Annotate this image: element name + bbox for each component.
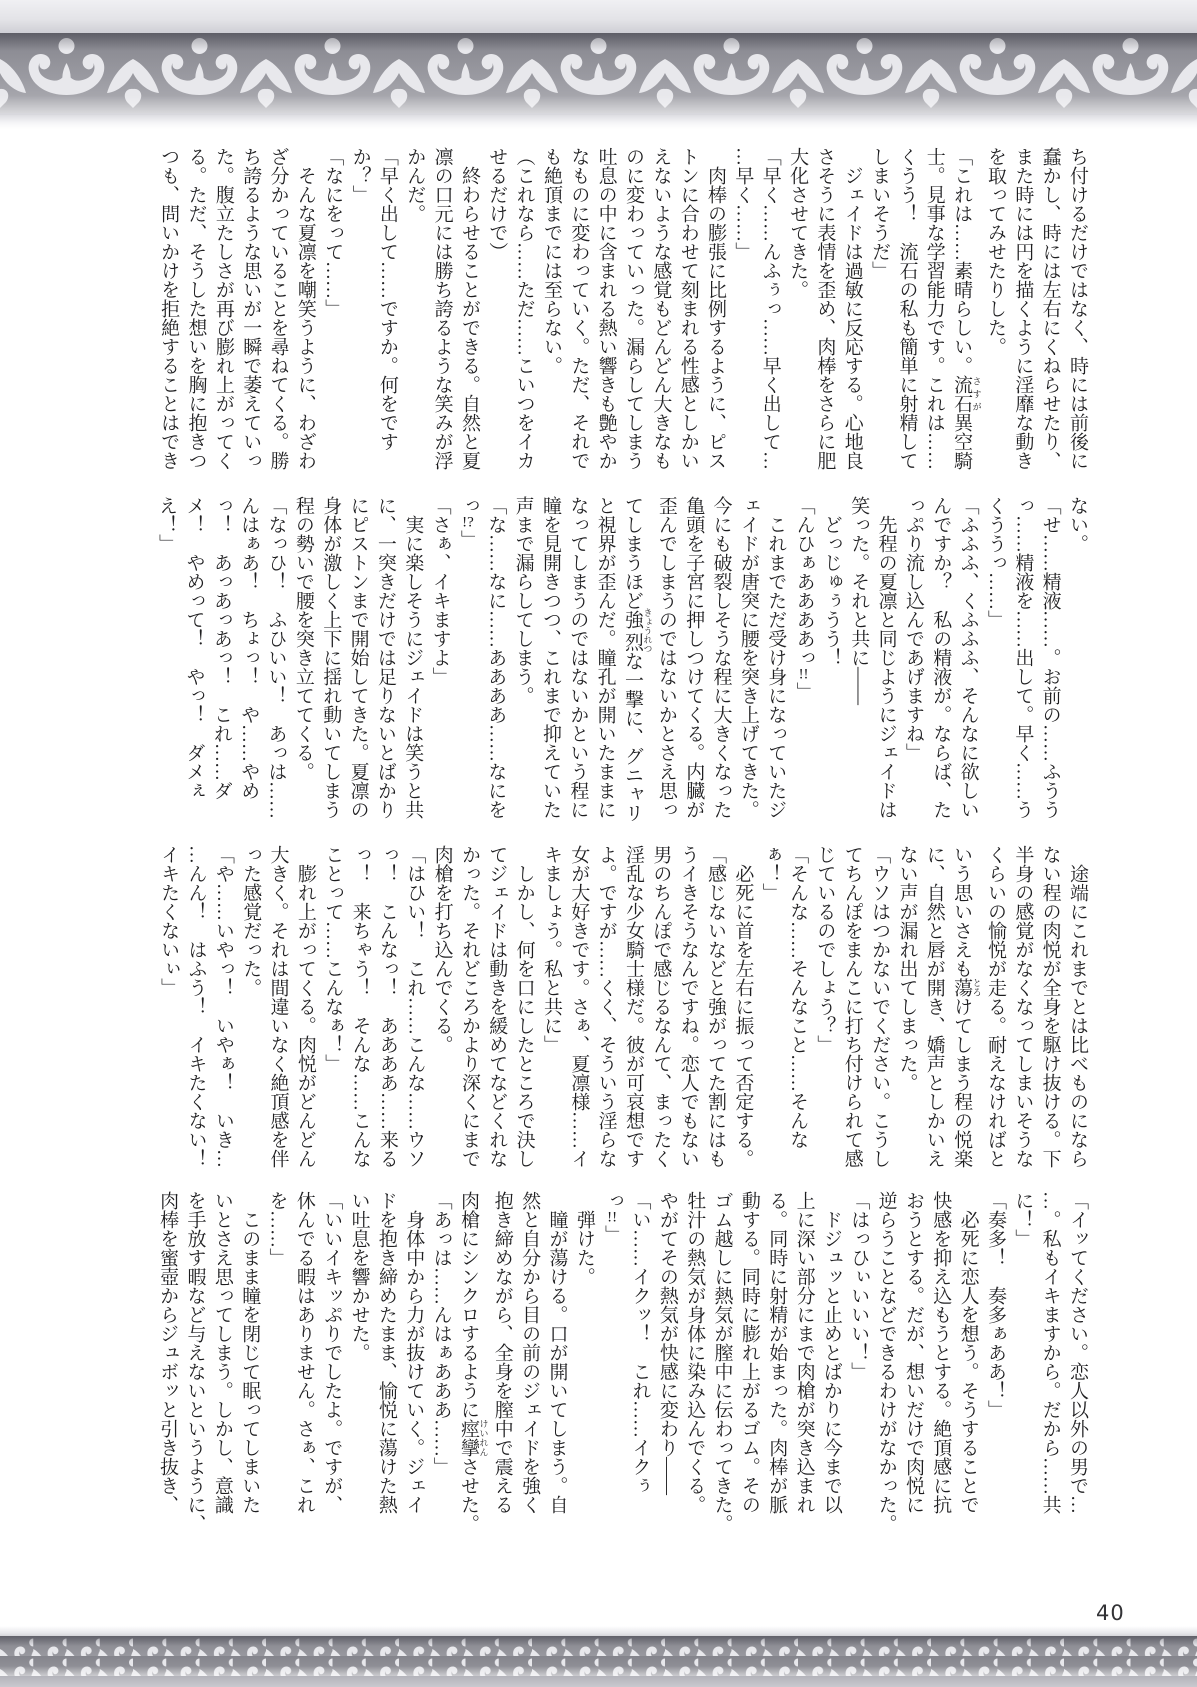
text-column: しかし、何を口にしたところで決し [513,845,535,1168]
text-column: に！」 [1012,1191,1034,1248]
text-column: これまでただ受け身になっていたジ [765,496,787,819]
text-column: 「んひぁああああっ!!」 [793,496,815,701]
text-column: んですか？ 私の精液が。ならば、た [930,496,952,819]
bottom-border-fade [0,1626,1197,1636]
text-column: 先程の夏凛と同じようにジェイドは [875,496,897,819]
text-column: 休んでる暇はありません。さぁ、これ [293,1191,315,1514]
text-column: 笑った。それと共に—— [848,496,870,705]
text-column: せるだけで） [486,147,508,261]
text-column: ジェイドは過敏に反応する。心地良 [841,147,863,470]
text-column: ない声が漏れ出てしまった。 [896,845,918,1092]
text-column: 途端にこれまでとは比べものになら [1067,845,1088,1168]
text-column: おうとする。だが、想いだけで肉悦に [902,1191,924,1514]
text-column: てしまうほど強烈 きょうれつな一撃に、グニャリ [622,496,653,823]
text-column: えないような感覚もどんどん大きなも [650,147,672,470]
text-column: ち付けるだけではなく、時には前後に [1067,147,1088,470]
text-column: 女が大好きです。さぁ、夏凛様……イ [568,845,590,1168]
text-column: 膨れ上がってくる。肉悦がどんどん [294,845,316,1168]
text-column: っ……精液を……出して。早く……う [1012,496,1034,819]
text-column: 男のちんぽで感じるなんて、まったく [650,845,672,1168]
text-column: っ！ あっあっあっ！ これ……ダ [210,496,232,800]
text-column: 身体が激しく上下に揺れ動いてしまう [320,496,342,819]
text-column: トンに合わせて刻まれる性感としかい [677,147,699,470]
text-column: 「ウソはつかないでください。こうし [869,845,891,1168]
text-column: も絶頂までには至らない。 [540,147,562,375]
text-column: 歪んでしまうのではないかとさえ思っ [655,496,677,819]
text-column: ドジュッと止めとばかりに今まで以 [820,1191,842,1514]
page-bottom-edge [0,1676,1197,1687]
text-column: っ！ 来ちゃう！ そんな……こんな [349,845,371,1168]
text-column: 「や……いやっ！ いやぁ！ いき… [212,845,234,1168]
text-column: 肉槍を打ち込んでくる。 [431,845,453,1054]
text-column: 実に楽しそうにジェイドは笑うと共 [402,496,424,819]
text-band-4 [154,1191,1091,1533]
text-column: ない程の肉悦が全身を駆け抜ける。下 [1039,845,1061,1168]
text-column: った感覚だった。 [240,845,262,997]
text-column: 「感じないなどと強がってた割にはも [705,845,727,1168]
text-column: 凛の口元には勝ち誇るような笑みが浮 [431,147,453,470]
text-column: 然と自分から目の前のジェイドを強く [519,1191,541,1514]
text-band-1 [155,147,1091,471]
top-ornament-border [0,33,1197,115]
text-column: ドを抱き締めたまま、愉悦に蕩けた熱 [375,1191,397,1514]
page-top-edge [0,0,1197,33]
text-column: を手放す暇など与えないというように、 [184,1191,206,1533]
text-column: どっじゅぅうう！ [820,496,842,667]
text-column: ざ分かっていることを尋ねてくる。勝 [267,147,289,470]
text-column: じているのでしょう？」 [814,845,836,1054]
text-column: 身体中から力が抜けていく。ジェイ [403,1191,425,1514]
text-column: っ！ こんなっ！ ああああ……来る [376,845,398,1168]
text-column: っぷり流し込んであげますね」 [902,496,924,762]
text-column: うイきそうなんですね。恋人でもない [677,845,699,1168]
text-column: 牡汁の熱気が身体に染み込んでくる。 [684,1191,706,1514]
text-column: 亀頭を子宮に押しつけてくる。内臓が [683,496,705,819]
page-number: 40 [1096,1601,1125,1625]
text-band-2 [153,496,1091,823]
text-column: ない。 [1067,496,1088,553]
text-column: 弾けた。 [573,1191,595,1286]
text-column: 「な……なに……ああああ……なにを [485,496,507,819]
text-column: イキたくないぃ」 [158,845,180,997]
text-column: 「早く……んふぅっ……早く出して… [759,147,781,470]
text-column: っ!?」 [457,496,479,549]
text-column: かった。それどころかより深くにまで [458,845,480,1168]
text-column: くううっ……」 [984,496,1006,629]
text-column: …。私もイキますから。だから……共 [1039,1191,1061,1514]
text-column: ゴム越しに熱気が膣中に伝わってきた。 [711,1191,733,1533]
text-column: 瞳を見開きつつ、これまで抑えていた [539,496,561,819]
text-column: 「いいイキッぷりでしたよ。ですが、 [321,1191,343,1514]
text-column: 大化させてきた。 [787,147,809,299]
text-column: 「そんな……そんなこと……そんな [787,845,809,1149]
text-column: 「さぁ、イキますよ」 [429,496,451,686]
text-column: また時には円を描くように淫靡な動き [1012,147,1034,470]
text-column: このまま瞳を閉じて眠ってしまいた [239,1191,261,1514]
text-column: 快感を抑え込もうとする。絶頂感に抗 [930,1191,952,1514]
text-column: 吐息の中に含まれる熱い響きも艶やか [595,147,617,470]
text-column: 瞳が蕩ける。口が開いてしまう。自 [546,1191,568,1514]
bottom-ornament-border [0,1636,1197,1676]
text-column: を取ってみせたりした。 [984,147,1006,356]
text-column: （これなら……ただ……こいつをイカ [513,147,535,470]
text-column: んはぁあ！ ちょっ！ や……やめ [238,496,260,800]
text-column: 「奏多！ 奏多ぁああ！」 [984,1191,1006,1419]
text-column: つも、問いかけを拒絶することはでき [158,147,180,470]
text-column: と視界が歪んだ。瞳孔が開いたままに [594,496,616,819]
text-column: ぁ！」 [759,845,781,902]
text-column: 抱き締めながら、全身を膣中で震える [491,1191,513,1514]
text-column: てちんぽをまんこに打ち付けられて感 [841,845,863,1168]
text-column: いう思いさえも蕩 とろけてしまう程の悦楽 [951,845,982,1168]
text-column: 終わらせることができる。自然と夏 [458,147,480,470]
text-column: ェイドが唐突に腰を突き上げてきた。 [737,496,759,819]
text-column: いとさえ思ってしまう。しかし、意識 [211,1191,233,1514]
text-column: 「なにをって……」 [322,147,344,318]
text-column: しまいそうだ」 [869,147,891,280]
text-column: 必死に恋人を想う。そうすることで [957,1191,979,1514]
text-column: 「はひい！ これ……こんな……ウソ [404,845,426,1168]
text-column: さそうに表情を歪め、肉棒をさらに肥 [814,147,836,470]
text-column: キましょう。私と共に」 [540,845,562,1054]
text-column: くうう！ 流石の私も簡単に射精して [896,147,918,470]
text-column: 必死に首を左右に振って否定する。 [732,845,754,1168]
text-column: 「はっひぃいいい！」 [848,1191,870,1381]
text-column: に、自然と唇が開き、嬌声としかいえ [923,845,945,1168]
text-column: 「ふふふ、くふふふ、そんなに欲しい [957,496,979,819]
text-column: か？」 [349,147,371,204]
text-column: 逆らうことなどできるわけがなかった。 [875,1191,897,1533]
text-column: ち誇るような思いが一瞬で萎えていっ [240,147,262,470]
text-column: かんだ。 [404,147,426,223]
text-column: 「なっひ！ ふひいい！ あっは…… [265,496,287,819]
text-column: 動する。同時に膨れ上がるゴム。その [738,1191,760,1514]
text-column: くらいの愉悦が走る。耐えなければと [984,845,1006,1168]
text-column: にピストンまで開始してきた。夏凛の [347,496,369,819]
text-column: 上に深い部分にまで肉槍が突き込まれ [793,1191,815,1514]
text-column: を……」 [266,1191,288,1267]
text-band-3 [155,845,1091,1169]
text-column: なってしまうのではないかという程に [567,496,589,819]
text-column: メ！ やめって！ やっ！ ダメぇ [183,496,205,800]
text-column: 「イッてください。恋人以外の男で… [1067,1191,1088,1514]
text-column: る。ただ、そうした想いを胸に抱きつ [185,147,207,470]
text-column: …早く……」 [732,147,754,261]
text-column: 「これは……素晴らしい。流石 さすが異空騎 [951,147,982,470]
text-column: に、一突きだけでは足りないとばかり [374,496,396,819]
text-column: 蠢かし、時には左右にくねらせたり、 [1039,147,1061,470]
text-column: 淫乱な少女騎士様だ。彼が可哀想です [623,845,644,1168]
text-column: っ!!」 [602,1191,624,1244]
text-column: そんな夏凛を嘲笑うように、わざわ [294,147,316,470]
text-column: 肉棒の膨張に比例するように、ピス [705,147,727,470]
text-column: る。同時に射精が始まった。肉棒が脈 [766,1191,788,1514]
text-column: のに変わっていった。漏らしてしまう [623,147,644,470]
text-column: 肉槍にシンクロするように痙攣 けいれんさせた。 [457,1191,489,1533]
text-column: 今にも破裂しそうな程に大きくなった [710,496,732,819]
text-column: 声まで漏らしてしまう。 [512,496,534,705]
text-column: い吐息を響かせた。 [348,1191,370,1362]
text-column: ことって……こんなぁ！」 [322,845,344,1073]
text-column: なものに変わっていく。ただ、それで [568,147,590,470]
text-column: よ。ですが……くく、そういう淫らな [595,845,617,1168]
text-column: 半身の感覚がなくなってしまいそうな [1012,845,1034,1168]
text-column: 大きく。それは間違いなく絶頂感を伴 [267,845,289,1168]
text-column: やがてその熱気が快感に変わり—— [656,1191,678,1495]
text-column: え！」 [156,496,178,553]
text-column: 「せ……精液……。お前の……ふうう [1039,496,1061,819]
text-column: 「早く出して……ですか。何をです [376,147,398,451]
text-column: た。腹立たしさが再び膨れ上がってく [212,147,234,470]
text-column: 「あっは……んはぁあああ……」 [430,1191,452,1476]
text-column: 士。見事な学習能力です。これは…… [923,147,945,470]
text-column: てジェイドは動きを緩めてなどくれな [486,845,508,1168]
text-column: 「い……イクッ！ これ……イクぅ [629,1191,651,1495]
top-border-fade [0,115,1197,129]
text-column: 程の勢いで腰を突き立ててくる。 [292,496,314,781]
text-column: 肉棒を蜜壺からジュボッと引き抜き、 [157,1191,179,1514]
text-column: …んん！ はふう！ イキたくない！ [185,845,207,1168]
